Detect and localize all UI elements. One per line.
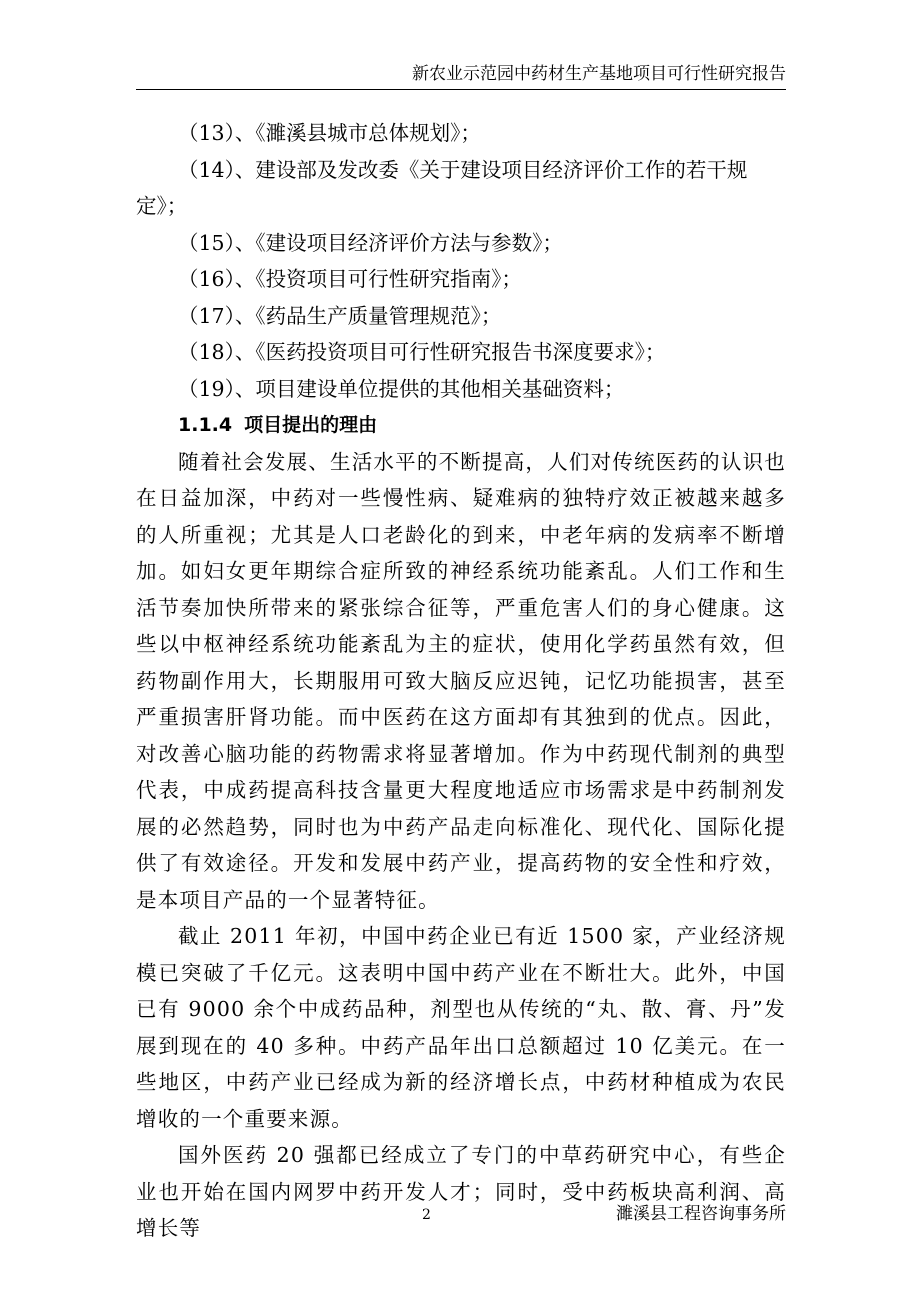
page-body bbox=[136, 115, 786, 1247]
section-heading bbox=[136, 407, 786, 444]
body-paragraph-3: 国外医药 20 强都已经成立了专门的中草药研究中心，有些企业也开始在国内网罗中药开发人才；同时，受中药板块高利润、高增长等 bbox=[136, 1143, 786, 1240]
reference-item-19: （19）、项目建设单位提供的其他相关基础资料； bbox=[178, 376, 625, 401]
header-title: 新农业示范园中药材生产基地项目可行性研究报告 bbox=[412, 64, 786, 84]
reference-item-18: （18）、《医药投资项目可行性研究报告书深度要求》； bbox=[178, 340, 666, 364]
body-paragraph-1: 随着社会发展、生活水平的不断提高，人们对传统医药的认识也在日益加深，中药对一些慢性病、疑难病的独特疗效正被越来越多的人所重视；尤其是人口老龄化的到来，中老年病的发病率不断增加。如妇女更年期综合症所致的神经系统功能紊乱。人们工作和生活节奏加快所带来的紧张综合征等，严重危害人们的身心健康。这些以中枢神经系统功能紊乱为主的症状，使用化学药虽然有效，但药物副作用大，长期服用可致大脑反应迟钝，记忆功能损害，甚至严重损害肝肾功能。而中医药在这方面却有其独到的优点。因此，对改善心脑功能的药物需求将显著增加。作为中药现代制剂的典型代表，中成药提高科技含量更大程度地适应市场需求是中药制剂发展的必然趋势，同时也为中药产品走向标准化、现代化、国际化提供了有效途径。开发和发展中药产业，提高药物的安全性和疗效，是本项目产品的一个显著特征。 bbox=[136, 449, 786, 912]
reference-item-14: （14）、建设部及发改委《关于建设项目经济评价工作的若干规定》； bbox=[136, 157, 748, 218]
page-number: 2 bbox=[422, 1207, 431, 1223]
page-header bbox=[136, 60, 786, 90]
body-paragraph-2: 截止 2011 年初，中国中药企业已有近 1500 家，产业经济规模已突破了千亿元。这表明中国中药产业在不断壮大。此外，中国已有 9000 余个中成药品种，剂型也从传统的“丸、散、膏、丹”发展到现在的 40 多种。中药产品年出口总额超过 10 亿美元。在一些地区，中药产业已经成为新的经济增长点，中药材种植成为农民增收的一个重要来源。 bbox=[136, 924, 786, 1131]
reference-item-17: （17）、《药品生产质量管理规范》； bbox=[178, 303, 502, 328]
section-number: 1.1.4 bbox=[178, 414, 233, 436]
footer-organization: 濉溪县工程咨询事务所 bbox=[616, 1204, 786, 1224]
reference-item-15: （15）、《建设项目经济评价方法与参数》； bbox=[178, 230, 563, 255]
reference-item-16: （16）、《投资项目可行性研究指南》； bbox=[178, 267, 522, 291]
reference-item-13: （13）、《濉溪县城市总体规划》； bbox=[178, 121, 481, 145]
section-title: 项目提出的理由 bbox=[244, 414, 378, 436]
